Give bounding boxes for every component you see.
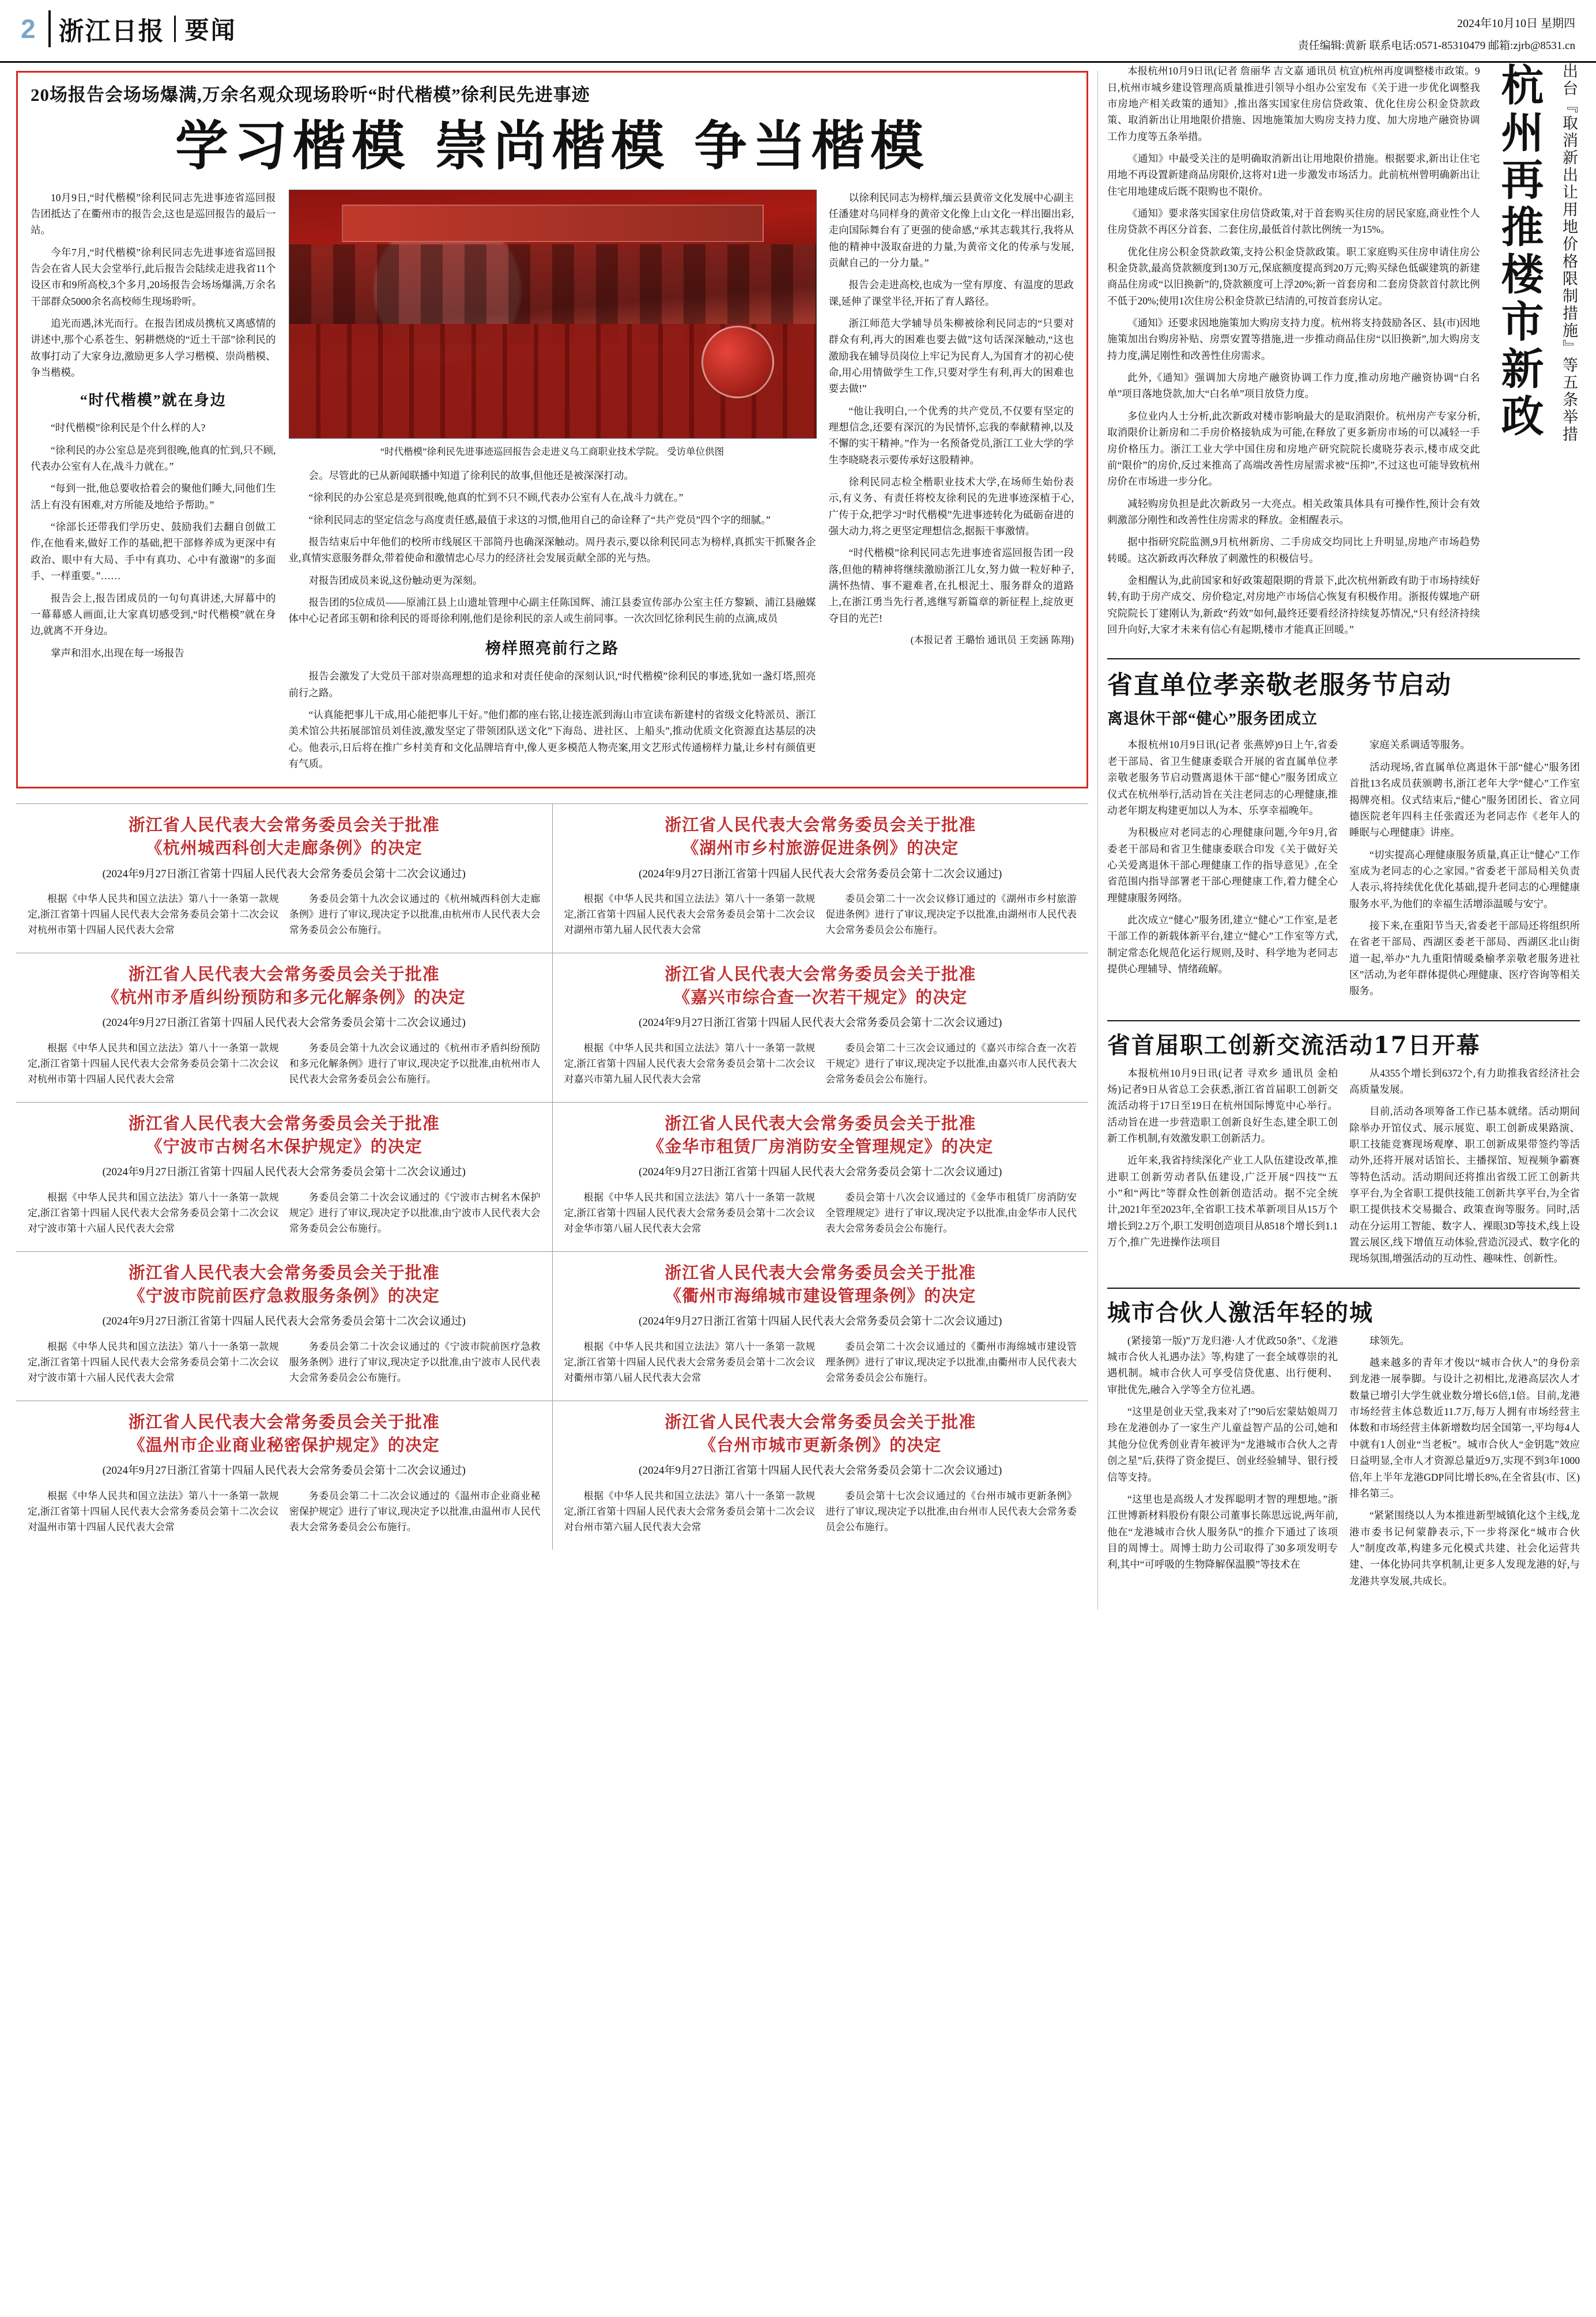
paragraph: 据中指研究院监测,9月杭州新房、二手房成交均同比上升明显,房地产市场趋势转暖。这次新政再次释放了刺激性的积极信号。: [1107, 536, 1480, 564]
paragraph: 10月9日,“时代楷模”徐利民同志先进事迹省巡回报告团抵达了在衢州市的报告会,这也是巡回报告的最后一站。: [31, 191, 276, 236]
decision-title-line1: 浙江省人民代表大会常务委员会关于批准: [665, 964, 976, 984]
paragraph: 委员会第二十一次会议修订通过的《湖州市乡村旅游促进条例》进行了审议,现决定予以批准,由湖州市人民代表大会常务委员会公布施行。: [825, 893, 1077, 936]
decision-date: (2024年9月27日浙江省第十四届人民代表大会常务委员会第十二次会议通过): [102, 1315, 466, 1328]
paragraph: 委员会第二十三次会议通过的《嘉兴市综合查一次若干规定》进行了审议,现决定予以批准,由嘉兴市人民代表大会常务委员会公布施行。: [825, 1042, 1077, 1085]
paragraph: 家庭关系调适等服务。: [1369, 739, 1470, 751]
decision-text: [28, 1339, 541, 1391]
paragraph: 以徐利民同志为榜样,缅云县黄帝文化发展中心副主任潘建对乌同样身的黄帝文化像上山文化一样出圈出彩,走向国际舞台有了更强的使命感,“承其志载其行,我将从他的精神中汲取奋进的力量,为黄帝文化的传承与发展,贡献自己的一分力量。”: [828, 191, 1074, 269]
right-column: [1107, 63, 1580, 1610]
lead-photo-column: [289, 190, 816, 778]
left-column: [16, 63, 1088, 1610]
decision-item: [553, 1401, 1089, 1550]
paragraph: 委员会第十八次会议通过的《金华市租赁厂房消防安全管理规定》进行了审议,现决定予以批准,由金华市人民代表大会常务委员会公布施行。: [825, 1191, 1077, 1235]
decision-item: [553, 1251, 1089, 1401]
paragraph: 务委员会第二十二次会议通过的《温州市企业商业秘密保护规定》进行了审议,现决定予以批准,由温州市人民代表大会常务委员会公布施行。: [289, 1490, 541, 1533]
decision-date: (2024年9月27日浙江省第十四届人民代表大会常务委员会第十二次会议通过): [102, 1465, 466, 1477]
editor-contact-line: 责任编辑:黄新 联系电话:0571-85310479 邮箱:zjrb@8531.cn: [1297, 40, 1575, 52]
decision-title-line1: 浙江省人民代表大会常务委员会关于批准: [128, 1114, 440, 1134]
decision-title-line1: 浙江省人民代表大会常务委员会关于批准: [128, 1412, 440, 1432]
photo-caption: “时代楷模”徐利民先进事迹巡回报告会走进义乌工商职业技术学院。 受访单位供图: [380, 446, 725, 457]
paragraph: 浙江师范大学辅导员朱柳被徐利民同志的“只要对群众有利,再大的困难也要去做”这句话深深触动,“这也激励我在辅导员岗位上牢记为民育人,为国育才的初心使命,用心用情做学生工作,只要对学生有利,再大的困难也要去做!”: [828, 317, 1074, 395]
section-rule: [1107, 1020, 1580, 1021]
article-worker-innovation-expo: [1107, 1031, 1580, 1273]
decision-text: [564, 1488, 1077, 1540]
paragraph: 掌声和泪水,出现在每一场报告: [51, 647, 184, 659]
article-body: [1107, 737, 1580, 1005]
paragraph: 徐利民同志检全楷职业技术大学,在场师生始份表示,有义务、有责任将校友徐利民的先进事迹深植于心,广传于众,把学习“时代楷模”先进事迹转化为砥砺奋进的强大动力,将之更坚定理想信念,据振干事激情。: [828, 476, 1074, 537]
paragraph: 接下来,在重阳节当天,省委老干部局还将组织所在省老干部局、西湖区委老干部局、西湖区北山街道一起,举办“九九重阳情暖桑榆孝亲敬老服务进社区”活动,为老年群体提供心理健康、医疗咨询等相关服务。: [1349, 919, 1580, 997]
paragraph: 报告结束后中年他们的校所市线展区干部简丹也确深深触动。周丹表示,要以徐利民同志为榜样,真抓实干抓聚各企业,真情实意服务群众,带着使命和激情忠心尽力的经济社会发展贡献全部的光与热。: [288, 535, 816, 564]
paragraph: “切实提高心理健康服务质量,真正让“健心”工作室成为老同志的心之家园。”省委老干部局相关负责人表示,将持续优化优化基础,提升老同志的心理健康服务水平,为他们的幸福生活增添温暖与安宁。: [1349, 848, 1580, 910]
paragraph: 《通知》中最受关注的是明确取消新出让用地限价措施。根据要求,新出让住宅用地不再设置新建商品房限价,这将对1进一步激发市场活力。此前杭州曾明确新出让住宅用地建成后既不限购也不限价。: [1107, 153, 1480, 197]
decision-title-line1: 浙江省人民代表大会常务委员会关于批准: [665, 1263, 976, 1283]
decision-item: [553, 1102, 1089, 1251]
paragraph: 根据《中华人民共和国立法法》第八十一条第一款规定,浙江省第十四届人民代表大会常务委员会第十二次会议对台州市第六届人民代表大会常: [564, 1490, 816, 1533]
article-col-1: [1107, 737, 1338, 1005]
lead-kicker: 20场报告会场场爆满,万余名观众现场聆听“时代楷模”徐利民先进事迹: [31, 85, 590, 105]
decision-title: [28, 963, 541, 1009]
decision-title: [28, 1410, 541, 1456]
paragraph: “这里也是高级人才发挥聪明才智的理想地。”浙江世博新材料股份有限公司董事长陈思远说,两年前,他在“龙港城市合伙人服务队”的推介下通过了该项目的周博士。周博士助力公司取得了30多项发明专利,其中“可呼吸的生物降解保温膜”等技术在: [1107, 1493, 1338, 1571]
paragraph: “徐利民同志的坚定信念与高度责任感,最值于求这的习惯,他用自己的命诠释了“共产党员”四个字的细腻。”: [308, 514, 771, 526]
decision-text: [28, 1488, 541, 1540]
decision-title-line2: 《杭州市矛盾纠纷预防和多元化解条例》的决定: [102, 987, 466, 1007]
decision-item: [553, 803, 1089, 953]
lead-photo: [289, 190, 817, 439]
masthead-left: [21, 10, 237, 47]
paragraph: 《通知》要求落实国家住房信贷政策,对于首套购买住房的居民家庭,商业性个人住房贷款不再区分首套、二套住房,最低首付款比例统一为15%。: [1107, 207, 1480, 236]
lead-article: [16, 71, 1088, 788]
paragraph: 根据《中华人民共和国立法法》第八十一条第一款规定,浙江省第十四届人民代表大会常务委员会第十二次会议对宁波市第十六届人民代表大会常: [28, 1341, 279, 1384]
decision-text: [28, 1040, 541, 1092]
decision-date: (2024年9月27日浙江省第十四届人民代表大会常务委员会第十二次会议通过): [639, 867, 1002, 880]
lead-column-1: [31, 190, 276, 778]
paragraph: 报告团的5位成员——原浦江县上山遗址管理中心副主任陈国辉、浦江县委宣传部办公室主任方黎颖、浦江县融媒体中心记者邱玉朝和徐利民的哥哥徐利刚,他们是徐利民的亲人或生前同事。一次次回忆徐利民生前的点滴,成员: [288, 596, 816, 625]
section-name: 要闻: [184, 18, 237, 44]
paragraph: “时代楷模”徐利民同志先进事迹省巡回报告团一段落,但他的精神将继续激励浙江儿女,努力做一粒好种子,满怀热情、事不避难者,在扎根泥土、服务群众的道路上,在浙江勇当先行者,逃继写新篇章的新征程上,绽放更夺目的光芒!: [828, 547, 1074, 624]
decision-title-line1: 浙江省人民代表大会常务委员会关于批准: [128, 1263, 440, 1283]
paragraph: 多位业内人士分析,此次新政对楼市影响最大的是取消限价。杭州房产专家分析,取消限价让新房和二手房价格接轨成为可能,在释放了更多新房市场的可以减轻一手房价格压力。浙江工业大学中国住房和房地产研究院院长虞晓芬表示,楼市成交此前“限价”的房价,反过来推高了高端改善性房屋需求被“压抑”,不过这也可能导致杭州房价在市场进一步分化。: [1107, 410, 1480, 488]
decision-text: [28, 1190, 541, 1241]
paragraph: 目前,活动各项筹备工作已基本就绪。活动期间除举办开馆仪式、展示展览、职工创新成果路演、职工技能竞赛现场观摩、职工创新成果带签约等活动外,还将开展对话馆长、主播探馆、短视频争霸赛等特色活动。活动期间还将推出省级工匠工创新共享平台,为全省职工提供技能工创新共享平台,为全省职工提供技术交易撮合、政策查询等服务。同时,活动在分运用工智能、数字人、裸眼3D等技术,线上设置云展区,线下增值互动体验,营造沉浸式、数字化的现场氛围,增强活动的互动性、趣味性、创新性。: [1349, 1105, 1580, 1265]
photo-stage-banner: [342, 205, 764, 241]
decision-title: [564, 1261, 1077, 1307]
article-col-2: [1349, 737, 1580, 1005]
lead-headline: 学习楷模 崇尚楷模 争当楷模: [175, 115, 930, 178]
paragraph: 务委员会第二十次会议通过的《宁波市院前医疗急救服务条例》进行了审议,现决定予以批准,由宁波市人民代表大会常务委员会公布施行。: [289, 1341, 541, 1384]
decision-text: [564, 1190, 1077, 1241]
paragraph: 越来越多的青年才俊以“城市合伙人”的身份亲到龙港一展拳脚。与设计之初相比,龙港高层次人才数量已增引大学生就业数分增长6倍,1倍。目前,龙港市场经营主体总数近11.7万,每万人拥有市场经营主体数和市场经营主体新增数均居全国第一,平均每4人中就有1人创业“当老板”。城市合伙人“金钥匙”效应日益明显,全市人才资源总量近9万,实现不到3年1000倍,年上半年龙港GDP同比增长8%,在全省县(市、区)排名第三。: [1349, 1357, 1580, 1499]
paragraph: (紧接第一版)”万龙归港·人才优政50条”、《龙港城市合伙人礼遇办法》等,构建了一套全域尊崇的礼遇机制。城市合伙人可享受信贷优惠、出行便利、审批优先,融合入学等全方位礼遇。: [1107, 1334, 1338, 1395]
paragraph: “时代楷模”徐利民是个什么样的人?: [51, 422, 206, 434]
decision-title-line1: 浙江省人民代表大会常务委员会关于批准: [665, 1412, 976, 1432]
decision-title: [28, 1112, 541, 1158]
paragraph: 减轻购房负担是此次新政另一大亮点。相关政策具体具有可操作性,预计会有效刺激部分刚性和改善性住房需求的释放。金相醒表示。: [1107, 497, 1480, 526]
decision-title-line2: 《杭州城西科创大走廊条例》的决定: [145, 838, 422, 858]
decision-row: [16, 1251, 1088, 1401]
paragraph: 务委员会第十九次会议通过的《杭州市矛盾纠纷预防和多元化解条例》进行了审议,现决定予以批准,由杭州市人民代表大会常务委员会公布施行。: [289, 1042, 541, 1085]
paragraph: 追光而遇,沐光而行。在报告团成员携杭又离感情的讲述中,那个心系苍生、躬耕燃烧的“近土干部”徐利民的故事打动了大家身边,激励更多人学习楷模、崇尚楷模、争当楷模。: [31, 317, 276, 378]
decision-title-line2: 《嘉兴市综合查一次若干规定》的决定: [673, 987, 968, 1007]
decision-text: [564, 891, 1077, 943]
paragraph: 委员会第二十次会议通过的《衢州市海绵城市建设管理条例》进行了审议,现决定予以批准,由衢州市人民代表大会常务委员会公布施行。: [825, 1341, 1077, 1384]
article-body: [1107, 1333, 1580, 1595]
paragraph: 根据《中华人民共和国立法法》第八十一条第一款规定,浙江省第十四届人民代表大会常务委员会第十二次会议对湖州市第九届人民代表大会常: [564, 893, 816, 936]
decision-item: [16, 1102, 553, 1251]
page-content: [0, 63, 1596, 1627]
article-col-2: [1349, 1065, 1580, 1273]
article-col-1: [1107, 1065, 1338, 1273]
decision-date: (2024年9月27日浙江省第十四届人民代表大会常务委员会第十二次会议通过): [639, 1166, 1002, 1179]
decision-title-line1: 浙江省人民代表大会常务委员会关于批准: [128, 964, 440, 984]
paragraph: 会。尽管此的已从新闻联播中知道了徐利民的故事,但他还是被深深打动。: [308, 469, 634, 481]
decision-row: [16, 1102, 1088, 1251]
paragraph: “徐利民的办公室总是亮到很晚,他真的忙到,只不顾,代表办公室有人在,战斗力就在。”: [31, 444, 276, 473]
decision-title-line2: 《湖州市乡村旅游促进条例》的决定: [682, 838, 959, 858]
decision-date: (2024年9月27日浙江省第十四届人民代表大会常务委员会第十二次会议通过): [639, 1315, 1002, 1328]
paragraph: 本报杭州10月9日讯(记者 寻欢乡 通讯员 金柏炀)记者9日从省总工会获悉,浙江省首届职工创新交流活动将于17日至19日在杭州国际博览中心举行。活动旨在进一步营造职工创新良好生态,建全职工创新工作机制,有效激发职工创新活力。: [1107, 1067, 1338, 1145]
paragraph: 根据《中华人民共和国立法法》第八十一条第一款规定,浙江省第十四届人民代表大会常务委员会第十二次会议对嘉兴市第九届人民代表大会常: [564, 1042, 816, 1085]
decision-item: [16, 953, 553, 1102]
paragraph: “他让我明白,一个优秀的共产党员,不仅要有坚定的理想信念,还要有深沉的为民情怀,忘我的奉献精神,以及不懈的实干精神。”作为一名预备党员,浙江工业大学的学生李晓晓表示要传承好这股精神。: [828, 405, 1074, 466]
photo-emblem: [701, 326, 774, 398]
article-title: 城市合伙人激活年轻的城: [1107, 1299, 1374, 1326]
paragraph: 务委员会第十九次会议通过的《杭州城西科创大走廊条例》进行了审议,现决定予以批准,由杭州市人民代表大会常务委员会公布施行。: [289, 893, 541, 936]
decision-title: [564, 1112, 1077, 1158]
paragraph: 近年来,我省持续深化产业工人队伍建设改革,推进职工创新劳动者队伍建设,广泛开展“四技”“五小”和“两比”等群众性创新创造活动。据不完全统计,2021年至2023年,全省职工技术革新项目从15万个增长到2.2万个,职工发明创造项目从8518个增长到1.1万个,推广先进操作法项目: [1107, 1154, 1338, 1248]
paragraph: “认真能把事儿干成,用心能把事儿干好。”他们都的座右铭,让接连派到海山市宣读布新建村的省级文化特派员、浙江美术馆公共拓展部馆员刘佳波,激发坚定了带领团队送文化”下海岛、进社区、上船头”,推动优质文化资源直达基层的决心。他表示,日后将在推广乡村美育和文化品牌培育中,像人更多模范人物壳案,用文艺形式传通榜样力量,让乡村有颜值更有气质。: [288, 709, 816, 770]
decision-title: [564, 1410, 1077, 1456]
article-headline-vertical: 杭州再推楼市新政: [1494, 63, 1544, 441]
paragraph: 优化住房公积金贷款政策,支持公积金贷款政策。职工家庭购买住房申请住房公积金贷款,最高贷款额度到130万元,保底额度提高到20万元;购买绿色低碳建筑的新建商品住房或“以旧换新”的,贷款额度可上浮20%;新一首套房和二套房贷款首付款比例不低于20%;使用1次住房公积金贷款已结清的,可按首套房认定。: [1107, 246, 1480, 307]
decision-title-line2: 《台州市城市更新条例》的决定: [699, 1435, 942, 1455]
article-city-partners: [1107, 1298, 1580, 1595]
article-subtitle: 离退休干部“健心”服务团成立: [1107, 710, 1318, 728]
decisions-section: [16, 803, 1088, 1550]
decision-title: [28, 813, 541, 859]
paragraph: 根据《中华人民共和国立法法》第八十一条第一款规定,浙江省第十四届人民代表大会常务委员会第十二次会议对杭州市第十四届人民代表大会常: [28, 893, 279, 936]
paragraph: 对报告团成员来说,这份触动更为深刻。: [308, 574, 483, 586]
decision-item: [553, 953, 1089, 1102]
article-top: [1107, 63, 1580, 643]
article-body: [1107, 63, 1480, 643]
paragraph: “徐部长还带我们学历史、鼓励我们去翻自创做工作,在他看来,做好工作的基础,把干部修养成为更深中有政治、眼中有大局、手中有真功、心中有激谢”的多面手、一样重要。”……: [31, 521, 276, 582]
decision-row: [16, 1401, 1088, 1550]
decision-title: [564, 813, 1077, 859]
paragraph: 根据《中华人民共和国立法法》第八十一条第一款规定,浙江省第十四届人民代表大会常务委员会第十二次会议对衢州市第八届人民代表大会常: [564, 1341, 816, 1384]
paragraph: 本报杭州10月9日讯(记者 张燕婷)9日上午,省委老干部局、省卫生健康委联合开展的省直属单位孝亲敬老服务节启动暨离退休干部“健心”服务团成立仪式在杭州举行,活动旨在关注老同志的心理健康,推动老年期友构建更加以人为本、乐享幸福晚年。: [1107, 739, 1338, 816]
section-rule: [1107, 1288, 1580, 1289]
paragraph: 根据《中华人民共和国立法法》第八十一条第一款规定,浙江省第十四届人民代表大会常务委员会第十二次会议对杭州市第十四届人民代表大会常: [28, 1042, 279, 1085]
publication-date: 2024年10月10日 星期四: [1457, 17, 1575, 30]
decision-item: [16, 803, 553, 953]
paragraph: 此外,《通知》强调加大房地产融资协调工作力度,推动房地产融资协调“白名单”项目落地贷款,加大“白名单”项目放贷力度。: [1107, 372, 1480, 400]
paragraph: 报告会走进高校,也成为一堂有厚度、有温度的思政课,延伸了课堂半径,开拓了育人路径。: [828, 279, 1074, 307]
decision-title-line2: 《衢州市海绵城市建设管理条例》的决定: [665, 1286, 976, 1306]
paragraph: 《通知》还要求因地施策加大购房支持力度。杭州将支持鼓励各区、县(市)因地施策加出台购房补贴、房票安置等措施,进一步推动商品住房“以旧换新”,加大购房支持力度,满足刚性和改善性住房需求。: [1107, 317, 1480, 361]
decision-date: (2024年9月27日浙江省第十四届人民代表大会常务委员会第十二次会议通过): [102, 867, 466, 880]
decision-date: (2024年9月27日浙江省第十四届人民代表大会常务委员会第十二次会议通过): [639, 1017, 1002, 1029]
paragraph: 为积极应对老同志的心理健康问题,今年9月,省委老干部局和省卫生健康委联合印发《关于做好关心关爱离退休干部心理健康工作的指导意见》,在全省范围内指导部署老干部心理健康工作,着力健全心理健康服务网络。: [1107, 827, 1338, 904]
decision-title: [564, 963, 1077, 1009]
paragraph: “紧紧围绕以人为本推进新型城镇化这个主线,龙港市委书记何蒙静表示,下一步将深化“城市合伙人”制度改革,构建多元化模式共建、社会化运营共建、一体化协同共享机制,让更多人发现龙港的好,与龙港共享发展,共成长。: [1349, 1510, 1580, 1587]
paragraph: “徐利民的办公室总是亮到很晚,他真的忙到不只不顾,代表办公室有人在,战斗力就在。”: [308, 492, 684, 504]
decision-title-line1: 浙江省人民代表大会常务委员会关于批准: [665, 1114, 976, 1134]
masthead: [0, 0, 1596, 63]
article-title: 省直单位孝亲敬老服务节启动: [1107, 670, 1452, 700]
lead-subheading-1: “时代楷模”就在身边: [80, 392, 227, 409]
paragraph: 根据《中华人民共和国立法法》第八十一条第一款规定,浙江省第十四届人民代表大会常务委员会第十二次会议对金华市第八届人民代表大会常: [564, 1191, 816, 1235]
decision-title-line2: 《温州市企业商业秘密保护规定》的决定: [128, 1435, 440, 1455]
page-number: 2: [21, 14, 36, 44]
article-col-1: [1107, 1333, 1338, 1595]
paragraph: 从4355个增长到6372个,有力助推我省经济社会高质量发展。: [1349, 1067, 1580, 1095]
decision-date: (2024年9月27日浙江省第十四届人民代表大会常务委员会第十二次会议通过): [639, 1465, 1002, 1477]
section-rule: [1107, 658, 1580, 659]
paragraph: 根据《中华人民共和国立法法》第八十一条第一款规定,浙江省第十四届人民代表大会常务委员会第十二次会议对宁波市第十六届人民代表大会常: [28, 1191, 279, 1235]
lead-column-3: [828, 190, 1074, 778]
article-elderly-service-festival: [1107, 669, 1580, 1005]
article-title: 省首届职工创新交流活动17日开幕: [1107, 1031, 1481, 1059]
article-col-2: [1349, 1333, 1580, 1595]
paragraph: 活动现场,省直属单位离退休干部“健心”服务团首批13名成员获颁聘书,浙江老年大学“健心”工作室揭牌亮相。仪式结束后,“健心”服务团团长、省立同德医院老年四科主任张霞还为老同志作《老年人的睡眠与心理健康》讲座。: [1349, 761, 1580, 839]
column-divider: [1097, 71, 1098, 1610]
paragraph: 务委员会第二十次会议通过的《宁波市古树名木保护规定》进行了审议,现决定予以批准,由宁波市人民代表大会常务委员会公布施行。: [289, 1191, 541, 1235]
paragraph: 本报杭州10月9日讯(记者 詹丽华 吉文嘉 通讯员 杭宣)杭州再度调整楼市政策。9日,杭州市城乡建设管理高质量推进引领导小组办公室发布《关于进一步优化调整我市房地产相关政策的通知》,推出落实国家住房信贷政策、优化住房公积金贷款政策、取消新出让用地限价措施、因地施策加大购房支持力度、加大房地产融资协调工作力度等五条举措。: [1107, 65, 1480, 142]
masthead-divider: [174, 16, 176, 42]
decision-title: [28, 1261, 541, 1307]
masthead-nameplate: [48, 10, 237, 47]
decision-date: (2024年9月27日浙江省第十四届人民代表大会常务委员会第十二次会议通过): [102, 1166, 466, 1179]
decision-title-line2: 《宁波市院前医疗急救服务条例》的决定: [128, 1286, 440, 1306]
decision-text: [564, 1040, 1077, 1092]
article-body: [1107, 1065, 1580, 1273]
paragraph: 委员会第十七次会议通过的《台州市城市更新条例》进行了审议,现决定予以批准,由台州市人民代表大会常务委员会公布施行。: [825, 1490, 1077, 1533]
article-hangzhou-property-policy: [1107, 63, 1580, 643]
decision-text: [28, 891, 541, 943]
paragraph: 此次成立“健心”服务团,建立“健心”工作室,是老干部工作的新载体新平台,建立“健心”工作室等方式,制定常态化规范化运行规则,及时、科学地为老同志提供心理辅导、情绪疏解。: [1107, 914, 1338, 975]
decision-title-line1: 浙江省人民代表大会常务委员会关于批准: [665, 815, 976, 835]
decision-title-line2: 《宁波市古树名木保护规定》的决定: [145, 1137, 422, 1157]
masthead-right: [1298, 10, 1575, 55]
paragraph: 报告会激发了大党员干部对崇高理想的追求和对责任使命的深刻认识,“时代楷模”徐利民的事迹,犹如一盏灯塔,照亮前行之路。: [288, 670, 816, 699]
decision-item: [16, 1401, 553, 1550]
paragraph: 今年7月,“时代楷模”徐利民同志先进事迹省巡回报告会在省人民大会堂举行,此后报告会陆续走进我省11个设区市和9所高校,3个多月,20场报告会场场爆满,万余名干部群众5000余名高校师生现场聆听。: [31, 246, 276, 307]
decision-title-line1: 浙江省人民代表大会常务委员会关于批准: [128, 815, 440, 835]
lead-body: [31, 190, 1074, 778]
decision-item: [16, 1251, 553, 1401]
decision-row: [16, 953, 1088, 1102]
decision-text: [564, 1339, 1077, 1391]
lead-subheading-2: 榜样照亮前行之路: [485, 639, 619, 657]
paragraph: 球领先。: [1369, 1334, 1410, 1346]
paragraph: 金相醒认为,此前国家和好政策超限期的背景下,此次杭州新政有助于市场持续好转,有助于房产成交、房价稳定,对房地产市场信心恢复有积极作用。浙报传媒地产研究院院长丁建刚认为,新政“药效”如何,最终还要看经济持续复苏情况,“只有经济持续回升向好,大家才未来有信心有起期,楼市才能真正回暖。”: [1107, 574, 1480, 635]
paragraph: “每到一批,他总要收拾着会的聚他们睡大,同他们生活上有没有困难,对方所能及地给予帮助。”: [31, 482, 276, 511]
lead-column-2: [289, 467, 816, 772]
decision-row: [16, 803, 1088, 953]
decision-title-line2: 《金华市租赁厂房消防安全管理规定》的决定: [647, 1137, 994, 1157]
paragraph: 报告会上,报告团成员的一句句真讲述,大屏幕中的一幕幕感人画面,让大家真切感受到,“时代楷模”就在身边,就离不开身边。: [31, 592, 276, 637]
paragraph: “这里是创业天堂,我来对了!”90后宏蒙姑娘周刀珍在龙港创办了一家生产儿童益智产品的公司,她和其他分位优秀创业青年被评为“龙港城市合伙人之青创之星”后,获得了资金提巨、创业经验辅导、银行授信等支持。: [1107, 1406, 1338, 1483]
lead-byline: (本报记者 王璐怡 通讯员 王奕涵 陈翔): [910, 635, 1074, 646]
decision-date: (2024年9月27日浙江省第十四届人民代表大会常务委员会第十二次会议通过): [102, 1017, 466, 1029]
paper-name: 浙江日报: [48, 10, 165, 47]
article-subhead-vertical: 出台『取消新出让用地价格限制措施』等五条举措: [1560, 63, 1578, 444]
paragraph: 根据《中华人民共和国立法法》第八十一条第一款规定,浙江省第十四届人民代表大会常务委员会第十二次会议对温州市第十四届人民代表大会常: [28, 1490, 279, 1533]
